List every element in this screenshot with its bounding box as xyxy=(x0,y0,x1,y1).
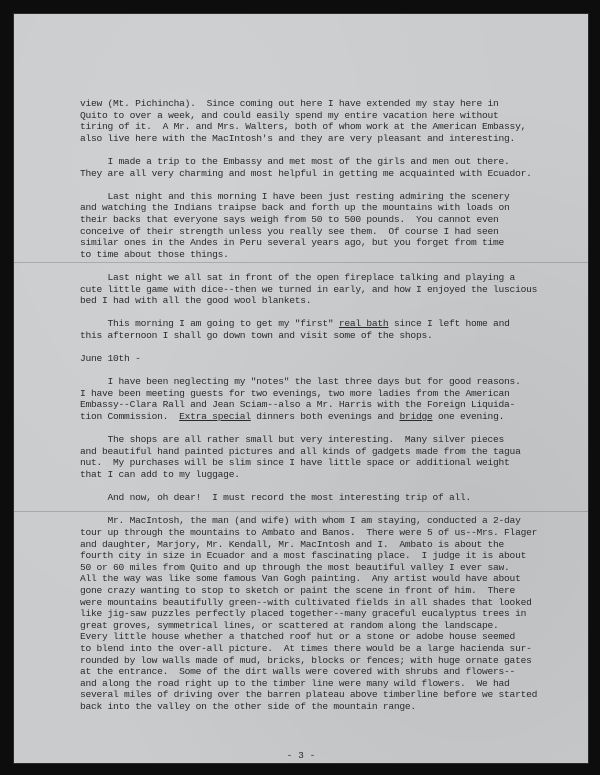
letter-paragraph xyxy=(80,156,570,179)
text-line: that I can add to my luggage. xyxy=(80,469,240,480)
text-line: tour up through the mountains to Ambato and Banos. There were 5 of us--Mrs. Flager xyxy=(80,526,538,538)
text-line: Embassy--Clara Rall and Jean Sciam--also a Mr. Harris with the Foreign Liquida- xyxy=(80,399,516,411)
text-line: view (Mt. Pichincha). Since coming out here I have extended my stay here in xyxy=(80,98,499,109)
text-line: Quito to over a week, and could easily spend my entire vacation here without xyxy=(80,109,499,121)
text-line: like jig-saw puzzles perfectly placed together--many graceful eucalyptus trees in xyxy=(80,608,527,620)
letter-paragraph xyxy=(80,318,570,341)
letter-page xyxy=(14,14,588,763)
text-line: to blend into the over-all picture. At times there would be a large hacienda sur- xyxy=(80,642,532,654)
text-line: fourth city in size in Ecuador and a most fascinating place. I judge it is about xyxy=(80,550,527,562)
text-line: tiring of it. A Mr. and Mrs. Walters, both of whom work at the American Embassy, xyxy=(80,121,527,133)
text-line: I have been meeting guests for two evenings, two more ladies from the American xyxy=(80,387,510,399)
text-line: similar ones in the Andes in Peru several years ago, but you forget from time xyxy=(80,237,505,249)
text-line: tion Commission. Extra special dinners both evenings and bridge one evening. xyxy=(80,411,505,423)
underlined-text: Extra special xyxy=(179,411,251,423)
text-line: This morning I am going to get my "first" real bath since I left home and xyxy=(80,318,510,330)
letter-paragraph xyxy=(80,376,570,422)
letter-paragraph xyxy=(80,353,570,365)
text-line: June 10th - xyxy=(80,353,141,365)
text-line: also live here with the MacIntosh's and they are very pleasant and interesting. xyxy=(80,132,516,144)
letter-paragraph xyxy=(80,191,570,261)
text-line: Last night we all sat in front of the open fireplace talking and playing a xyxy=(80,271,516,283)
letter-paragraph xyxy=(80,492,570,504)
text-line: their backs that everyone says weigh from 50 to 500 pounds. You cannot even xyxy=(80,213,499,225)
text-line: to time about those things. xyxy=(80,248,229,260)
text-line: nut. My purchases will be slim since I have little space or additional weight xyxy=(80,457,510,469)
letter-paragraph xyxy=(80,272,570,307)
text-line: back into the valley on the other side of the mountain range. xyxy=(80,700,416,712)
text-line: Every little house whether a thatched roof hut or a stone or adobe house seemed xyxy=(80,631,516,643)
text-line: several miles of driving over the barren plateau above timberline before we started xyxy=(80,689,538,701)
text-line: Last night and this morning I have been just resting admiring the scenery xyxy=(80,190,510,202)
text-line: great groves, symmetrical lines, or scattered at random along the landscape. xyxy=(80,619,499,631)
text-line: and along the road right up to the timber line were many wild flowers. We had xyxy=(80,677,510,689)
text-line: And now, oh dear! I must record the most interesting trip of all. xyxy=(80,492,472,504)
letter-body xyxy=(80,98,570,724)
text-line: The shops are all rather small but very interesting. Many silver pieces xyxy=(80,434,505,446)
text-line: and beautiful hand painted pictures and all kinds of gadgets made from the tagua xyxy=(80,445,521,457)
text-line: 50 or 60 miles from Quito and up through the most beautiful valley I ever saw. xyxy=(80,561,510,573)
text-line: They are all very charming and most helpful in getting me acquainted with Ecuador. xyxy=(80,167,532,179)
text-line: cute little game with dice--then we turned in early, and how I enjoyed the luscious xyxy=(80,283,538,295)
letter-paragraph xyxy=(80,98,570,144)
text-line: and daughter, Marjory, Mr. Kendall, Mr. MacIntosh and I. Ambato is about the xyxy=(80,538,505,550)
letter-paragraph xyxy=(80,515,570,712)
text-line: gone crazy wanting to stop to sketch or paint the scene in front of him. There xyxy=(80,584,516,596)
underlined-text: real bath xyxy=(338,318,389,330)
letter-paragraph xyxy=(80,434,570,480)
text-line: were mountains beautifully green--with cultivated fields in all shades that looked xyxy=(80,596,532,608)
text-line: I made a trip to the Embassy and met most of the girls and men out there. xyxy=(80,155,510,167)
text-line: rounded by low walls made of mud, bricks, blocks or fences; with huge ornate gates xyxy=(80,654,532,666)
text-line: this afternoon I shall go down town and visit some of the shops. xyxy=(80,329,433,341)
text-line: conceive of their strength unless you really see them. Of course I had seen xyxy=(80,225,499,237)
text-line: bed I had with all the good wool blankets. xyxy=(80,295,312,307)
text-line: Mr. MacIntosh, the man (and wife) with whom I am staying, conducted a 2-day xyxy=(80,515,521,527)
text-line: at the entrance. Some of the dirt walls were covered with shrubs and flowers-- xyxy=(80,666,516,678)
text-line: All the way was like some famous Van Gogh painting. Any artist would have about xyxy=(80,573,521,585)
page-number: - 3 - xyxy=(286,750,316,761)
text-line: I have been neglecting my "notes" the last three days but for good reasons. xyxy=(80,376,521,388)
underlined-text: bridge xyxy=(399,411,433,423)
text-line: and watching the Indians traipse back and forth up the mountains with loads on xyxy=(80,202,510,214)
